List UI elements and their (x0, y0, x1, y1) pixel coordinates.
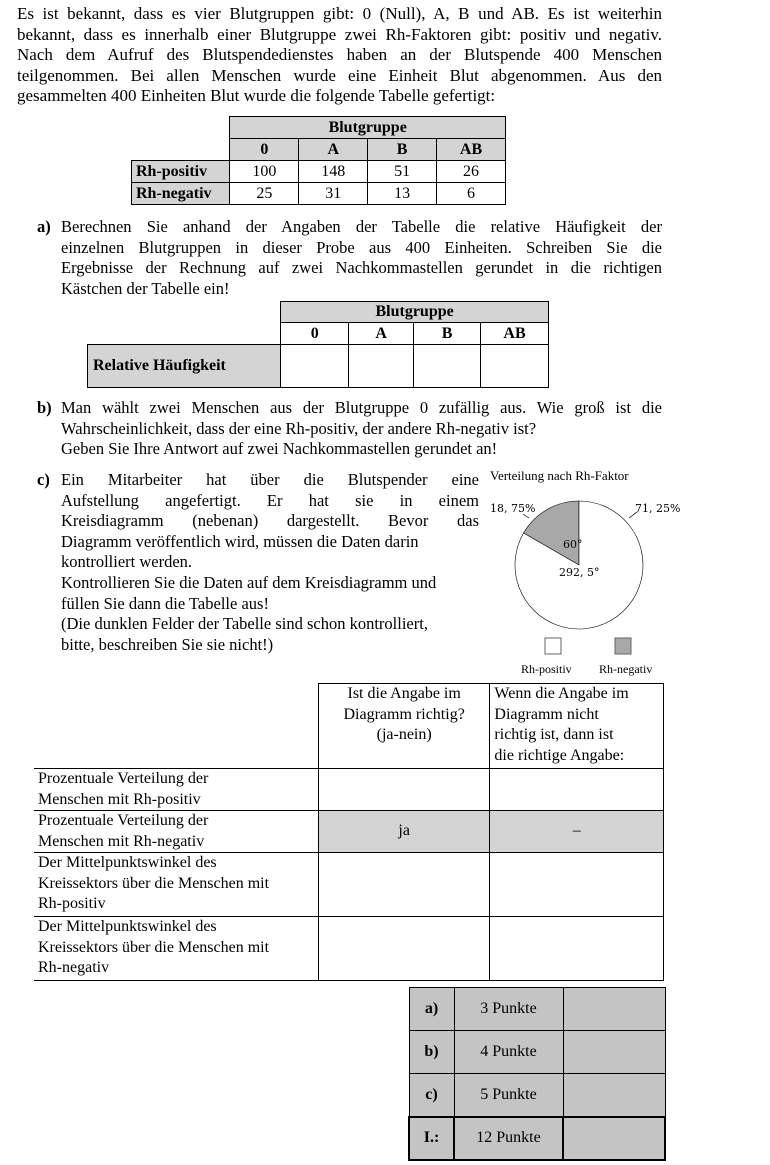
answer-cell[interactable] (318, 853, 490, 917)
table1-col: B (368, 139, 437, 161)
table-cell: 148 (299, 161, 368, 183)
intro-paragraph (17, 4, 662, 107)
table-cell: 31 (299, 183, 368, 205)
answer-cell[interactable] (490, 769, 664, 811)
slice-pct-label: 71, 25% (635, 502, 681, 515)
points-label: c) (409, 1074, 454, 1117)
table-row (409, 988, 665, 1031)
task-label: b) (37, 398, 52, 417)
answer-cell[interactable] (481, 345, 549, 388)
table2-col: AB (481, 323, 549, 345)
intro-line: teilgenommen. Bei allen Menschen wurde eine Einheit Blut abgenommen. Aus den (17, 65, 662, 85)
relative-frequency-table (87, 301, 549, 388)
checked-cell: ja (318, 811, 490, 853)
answer-cell[interactable] (318, 769, 490, 811)
table-row (34, 811, 664, 853)
points-score-cell[interactable] (563, 1074, 665, 1117)
legend-swatch-positive (545, 638, 561, 654)
points-label: b) (409, 1031, 454, 1074)
table-row (132, 183, 506, 205)
points-value: 12 Punkte (454, 1117, 563, 1160)
table-row (34, 853, 664, 917)
table-cell: 6 (437, 183, 506, 205)
slice-pct-label: 18, 75% (490, 502, 536, 515)
task-a: a) Berechnen Sie anhand der Angaben der Tabelle die relative Häufigkeit der einzelnen Blutgruppen in dieser Probe aus 400 Einheiten. Schreiben Sie die Ergebnisse der Rechnung auf zwei Nachkommastellen gerundet in die richtigen Kästchen der Tabelle ein! (37, 217, 662, 298)
table-row (409, 1031, 665, 1074)
label-leader-line (629, 512, 637, 518)
table-cell: 13 (368, 183, 437, 205)
table-row (34, 917, 664, 981)
table2-col: A (349, 323, 414, 345)
intro-line: bekannt, dass es innerhalb einer Blutgruppe zwei Rh-Faktoren gibt: positiv und negativ. (17, 24, 662, 44)
pie-chart (485, 462, 685, 677)
table-cell: 51 (368, 161, 437, 183)
answer-cell[interactable] (349, 345, 414, 388)
table-cell: 100 (230, 161, 299, 183)
table1-col: AB (437, 139, 506, 161)
table-row (409, 1117, 665, 1160)
points-value: 4 Punkte (454, 1031, 563, 1074)
verification-table (34, 683, 664, 981)
points-table (408, 987, 666, 1161)
row-label: Prozentuale Verteilung der Menschen mit Rh-positiv (34, 769, 318, 811)
task-b: b) Man wählt zwei Menschen aus der Blutgruppe 0 zufällig aus. Wie groß ist die Wahrscheinlichkeit, dass der eine Rh-positiv, der andere Rh-negativ ist? Geben Sie Ihre Antwort auf zwei Nachkommastellen gerundet an! (37, 398, 662, 458)
row-label: Rh-positiv (132, 161, 230, 183)
row-label: Prozentuale Verteilung der Menschen mit Rh-negativ (34, 811, 318, 853)
table1-col: A (299, 139, 368, 161)
table-cell: 26 (437, 161, 506, 183)
table-row (409, 1074, 665, 1117)
answer-cell[interactable] (490, 917, 664, 981)
slice-angle-label: 292, 5° (559, 566, 600, 579)
answer-cell[interactable] (281, 345, 349, 388)
table-row (88, 345, 549, 388)
checked-cell: – (490, 811, 664, 853)
table2-col: B (414, 323, 481, 345)
table2-header: Blutgruppe (281, 302, 549, 323)
points-value: 5 Punkte (454, 1074, 563, 1117)
points-score-cell[interactable] (563, 1031, 665, 1074)
chart-title: Verteilung nach Rh-Faktor (490, 468, 629, 483)
col-header-correct: Ist die Angabe im Diagramm richtig? (ja-nein) (318, 684, 490, 769)
slice-angle-label: 60° (563, 538, 583, 551)
legend-label: Rh-negativ (599, 662, 653, 676)
points-label: a) (409, 988, 454, 1031)
points-score-cell[interactable] (563, 1117, 665, 1160)
table1-col: 0 (230, 139, 299, 161)
table2-col: 0 (281, 323, 349, 345)
table-row (132, 161, 506, 183)
legend-swatch-negative (615, 638, 631, 654)
task-label: a) (37, 217, 51, 236)
intro-line: Es ist bekannt, dass es vier Blutgruppen gibt: 0 (Null), A, B und AB. Es ist weiterhin (17, 4, 662, 23)
intro-line: Nach dem Aufruf des Blutspendedienstes haben an der Blutspende 400 Menschen (17, 45, 662, 65)
row-label: Relative Häufigkeit (88, 345, 281, 388)
table-row (34, 769, 664, 811)
row-label: Der Mittelpunktswinkel des Kreissektors über die Menschen mit Rh-positiv (34, 853, 318, 917)
answer-cell[interactable] (318, 917, 490, 981)
task-c: c) Ein Mitarbeiter hat über die Blutspender eine Aufstellung angefertigt. Er hat sie in einem Kreisdiagramm (nebenan) dargestellt. Bevor das Diagramm veröffentlich wird, müssen die Daten darin kontrolliert werden. Kontrollieren Sie die Daten auf dem Kreisdiagramm und füllen Sie dann die Tabelle aus! (Die dunklen Felder der Tabelle sind schon kontrolliert, bitte, beschreiben Sie sie nicht!) (37, 470, 479, 654)
col-header-correction: Wenn die Angabe im Diagramm nicht richtig ist, dann ist die richtige Angabe: (490, 684, 664, 769)
answer-cell[interactable] (490, 853, 664, 917)
task-label: c) (37, 470, 50, 489)
intro-line: gesammelten 400 Einheiten Blut wurde die folgende Tabelle gefertigt: (17, 86, 496, 106)
table1-header: Blutgruppe (230, 117, 506, 139)
points-value: 3 Punkte (454, 988, 563, 1031)
row-label: Der Mittelpunktswinkel des Kreissektors über die Menschen mit Rh-negativ (34, 917, 318, 981)
table-cell: 25 (230, 183, 299, 205)
legend-label: Rh-positiv (521, 662, 572, 676)
points-score-cell[interactable] (563, 988, 665, 1031)
answer-cell[interactable] (414, 345, 481, 388)
row-label: Rh-negativ (132, 183, 230, 205)
points-label: I.: (409, 1117, 454, 1160)
blood-group-table (131, 116, 506, 205)
